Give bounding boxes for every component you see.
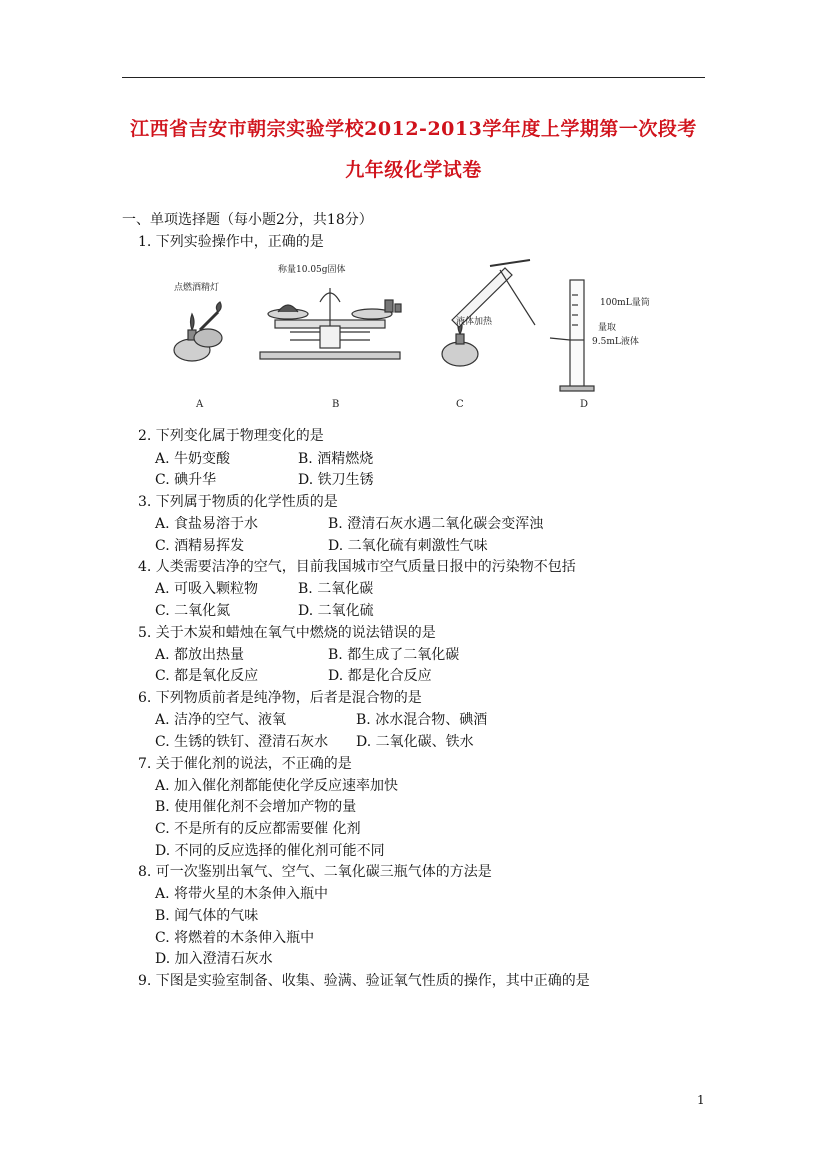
- label-d2-text: 量取: [598, 323, 617, 333]
- question-7-stem: 7. 关于催化剂的说法，不正确的是: [138, 756, 352, 772]
- graduated-cylinder-figure-d: [550, 280, 594, 391]
- q2-option-a: A. 牛奶变酸: [155, 451, 231, 467]
- question-1-stem: 1. 下列实验操作中，正确的是: [138, 234, 324, 250]
- label-b-text: 称量10.05g固体: [278, 265, 346, 275]
- figure-letter-a: A: [196, 399, 204, 410]
- q7-option-d: D. 不同的反应选择的催化剂可能不同: [155, 843, 385, 859]
- q5-option-a: A. 都放出热量: [155, 647, 245, 663]
- q8-option-a: A. 将带火星的木条伸入瓶中: [155, 886, 329, 902]
- figure-letter-c: C: [456, 399, 464, 410]
- q2-option-c: C. 碘升华: [155, 472, 217, 488]
- q7-option-a: A. 加入催化剂都能使化学反应速率加快: [155, 778, 399, 794]
- lab-apparatus-illustration: [160, 250, 650, 420]
- question-6-stem: 6. 下列物质前者是纯净物，后者是混合物的是: [138, 690, 422, 706]
- q6-option-d: D. 二氧化碳、铁水: [356, 734, 474, 750]
- q6-option-b: B. 冰水混合物、碘酒: [356, 712, 488, 728]
- q4-option-b: B. 二氧化碳: [298, 581, 374, 597]
- q4-option-a: A. 可吸入颗粒物: [155, 581, 259, 597]
- page-number: 1: [697, 1093, 705, 1107]
- question-2-stem: 2. 下列变化属于物理变化的是: [138, 428, 324, 444]
- section-heading: 一、单项选择题（每小题2分，共18分）: [122, 212, 373, 228]
- question-1-figure: [160, 250, 650, 420]
- question-9-stem: 9. 下图是实验室制备、收集、验满、验证氧气性质的操作，其中正确的是: [138, 973, 590, 989]
- label-c-text: 液体加热: [456, 317, 493, 327]
- q2-option-b: B. 酒精燃烧: [298, 451, 374, 467]
- q3-option-c: C. 酒精易挥发: [155, 538, 245, 554]
- q7-option-b: B. 使用催化剂不会增加产物的量: [155, 799, 357, 815]
- q5-option-d: D. 都是化合反应: [328, 668, 432, 684]
- q5-option-c: C. 都是氧化反应: [155, 668, 259, 684]
- q6-option-c: C. 生锈的铁钉、澄清石灰水: [155, 734, 329, 750]
- header-rule: [122, 77, 705, 78]
- label-a-text: 点燃酒精灯: [174, 283, 220, 293]
- q4-option-d: D. 二氧化硫: [298, 603, 374, 619]
- q7-option-c: C. 不是所有的反应都需要催 化剂: [155, 821, 361, 837]
- q2-option-d: D. 铁刀生锈: [298, 472, 374, 488]
- balance-figure-b: [260, 288, 401, 359]
- exam-subtitle: 九年级化学试卷: [345, 159, 482, 181]
- q8-option-c: C. 将燃着的木条伸入瓶中: [155, 930, 315, 946]
- q3-option-d: D. 二氧化硫有刺激性气味: [328, 538, 488, 554]
- question-3-stem: 3. 下列属于物质的化学性质的是: [138, 494, 338, 510]
- exam-title: 江西省吉安市朝宗实验学校2012-2013学年度上学期第一次段考: [130, 118, 697, 140]
- q5-option-b: B. 都生成了二氧化碳: [328, 647, 460, 663]
- q3-option-b: B. 澄清石灰水遇二氧化碳会变浑浊: [328, 516, 544, 532]
- q6-option-a: A. 洁净的空气、液氧: [155, 712, 287, 728]
- q4-option-c: C. 二氧化氮: [155, 603, 231, 619]
- q8-option-b: B. 闻气体的气味: [155, 908, 259, 924]
- question-5-stem: 5. 关于木炭和蜡烛在氧气中燃烧的说法错误的是: [138, 625, 436, 641]
- q8-option-d: D. 加入澄清石灰水: [155, 951, 273, 967]
- test-tube-heating-figure-c: [442, 260, 535, 366]
- label-d3-text: 9.5mL液体: [592, 337, 639, 347]
- q3-option-a: A. 食盐易溶于水: [155, 516, 259, 532]
- alcohol-lamps-figure-a: [174, 302, 222, 361]
- question-8-stem: 8. 可一次鉴别出氧气、空气、二氧化碳三瓶气体的方法是: [138, 864, 492, 880]
- figure-letter-d: D: [580, 399, 589, 410]
- figure-letter-b: B: [332, 399, 340, 410]
- question-4-stem: 4. 人类需要洁净的空气，目前我国城市空气质量日报中的污染物不包括: [138, 559, 576, 575]
- label-d1-text: 100mL量筒: [600, 298, 650, 308]
